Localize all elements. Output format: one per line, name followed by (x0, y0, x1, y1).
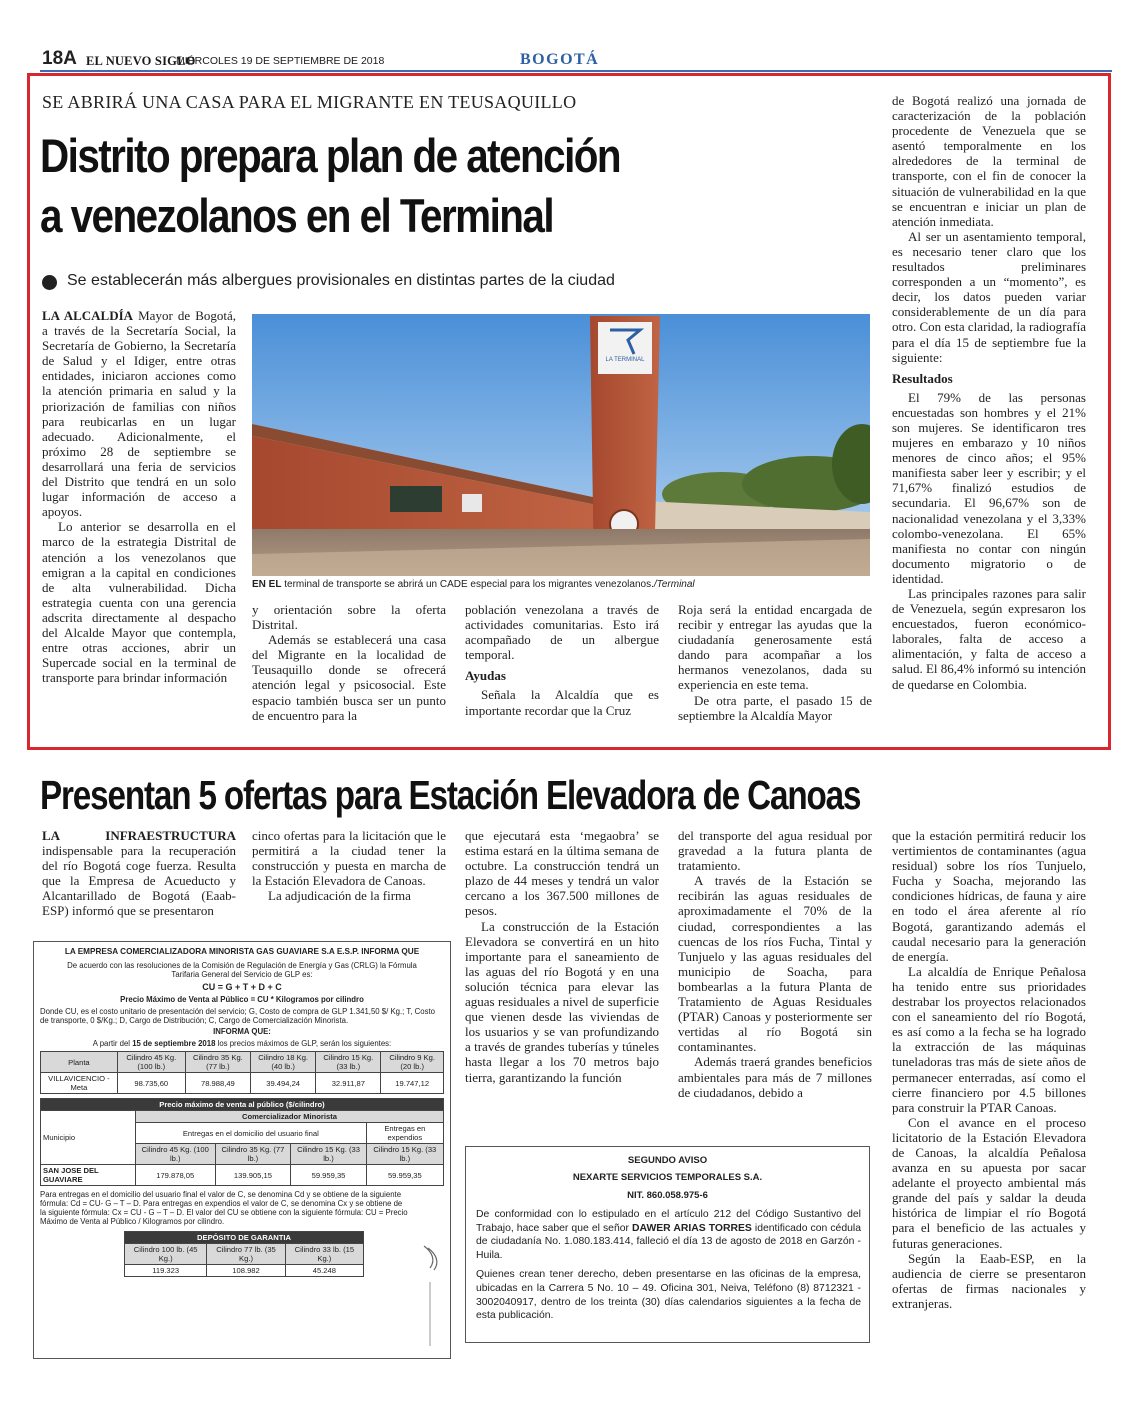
article1-column-5 (892, 93, 1086, 692)
notice-body (476, 1208, 861, 1323)
table-cell: 119.323 (125, 1265, 207, 1277)
formula-definitions: Donde CU, es el costo unitario de presentación del servicio; G, Costo de compra de GLP 1.341,50 $/ Kg.; T, Costo de transporte, 0 $/Kg.; D, Cargo de Distribución; C, Cargo de Comercialización Minorista. (40, 1007, 435, 1025)
notice-title: LA EMPRESA COMERCIALIZADORA MINORISTA GAS GUAVIARE S.A E.S.P. INFORMA QUE (64, 947, 420, 956)
table-header: Cilindro 33 lb. (15 Kg.) (285, 1244, 363, 1265)
formula-notes: Para entregas en el domicilio del usuario final el valor de C, se denomina Cd y se obtiene de la siguiente fórmula: Cd = CU- G – T – D. Para entregas en expendios el valor de C, se denomina Cx y se obtiene de la siguiente fórmula: Cx = CU - G – T – D. El valor del CU se obtiene con la siguiente fórmula: CU = Precio Máximo de Venta al Público / Kilogramos por cilindro. (40, 1190, 408, 1226)
table-cell: 78.988,49 (185, 1073, 250, 1094)
headline-line-1: Distrito prepara plan de atención (40, 129, 621, 182)
table-row (41, 1073, 444, 1094)
paragraph: que ejecutará esta ‘megaobra’ se estima estará en la última semana de octubre. La construcción tendrá un plazo de 44 meses y tendrá un valor cercano a los 367.500 millones de pesos. (465, 828, 659, 919)
table-subtitle: Comercializador Minorista (135, 1111, 443, 1123)
table-cell: 108.982 (207, 1265, 285, 1277)
terminal-sign-text: LA TERMINAL (605, 357, 645, 363)
company-logo-icon (418, 1242, 444, 1352)
paragraph: Además se establecerá una casa del Migrante en la localidad de Teusaquillo donde se ofrecerá atención legal y psicosocial. Este espacio también busca ser un punto de encuentro para la (252, 632, 446, 723)
headline-line-2: a venezolanos en el Terminal (40, 189, 554, 242)
paragraph: A través de la Estación se recibirán las aguas residuales de aproximadamente el 70% de la ciudad, correspondientes a las cuencas de los ríos Fucha, Tintal y Tunjuelo y las aguas residuales del municipio de Soacha, para bombearlas a la futura Planta de Tratamiento de Aguas Residuales (PTAR) Canoas y posteriormente ser vertidas al río Bogotá sin contaminantes. (678, 873, 872, 1055)
prices-date: 15 de septiembre 2018 (132, 1039, 216, 1048)
table-header: Entregas en expendios (366, 1123, 443, 1144)
formula-precio: Precio Máximo de Venta al Público = CU * Kilogramos por cilindro (120, 995, 364, 1004)
prices-intro (40, 1039, 444, 1048)
table-header: Municipio (41, 1111, 136, 1165)
article-deck: Se establecerán más albergues provisionales en distintas partes de la ciudad (67, 272, 615, 289)
page-number: 18A (42, 48, 77, 69)
caption-text: terminal de transporte se abrirá un CADE especial para los migrantes venezolanos. (281, 579, 654, 590)
table-header: Cilindro 15 Kg. (33 lb.) (291, 1144, 366, 1165)
paragraph: población venezolana a través de actividades comunitarias. Esto irá acompañado de un albergue temporal. (465, 602, 659, 663)
paragraph: indispensable para la recuperación del río Bogotá coge fuerza. Resulta que la Empresa de Acueducto y Alcantarillado de Bogotá (Eaab-ESP) informó que se presentaron (42, 843, 236, 919)
table-header: Cilindro 45 Kg. (100 lb.) (135, 1144, 215, 1165)
lead-words: LA INFRAESTRUCTURA (42, 828, 236, 843)
subhead-resultados: Resultados (892, 370, 953, 386)
informa-que: INFORMA QUE: (213, 1027, 271, 1036)
paragraph: Según la Eaab-ESP, en la audiencia de cierre se presentaron ofertas de firmas nacionales y extranjeras. (892, 1250, 1086, 1311)
article1-column-3 (465, 602, 659, 718)
deposit-table (124, 1231, 364, 1277)
paragraph: La construcción de la Estación Elevadora se convertirá en un hito importante para el saneamiento de las aguas del río Bogotá y en una solución técnica para elevar las aguas residuales a nivel de superficie que vienen desde las viviendas de los usuarios y se van profundizando a través de grandes tuberías y túneles hasta llegar a los 70 metros bajo tierra, garantizando la función (465, 918, 659, 1085)
table-title: DEPÓSITO DE GARANTIA (125, 1232, 364, 1244)
notice-nit: NIT. 860.058.975-6 (627, 1190, 708, 1201)
table-cell: 179.878,05 (135, 1165, 215, 1186)
notice-text: identificado con cédula de ciudadanía No. 1.080.183.414, falleció el día 13 de agosto de 2018 en Garzón - Huila. (476, 1222, 861, 1261)
lead-words: LA ALCALDÍA (42, 308, 134, 323)
paragraph: La alcaldía de Enrique Peñalosa ha tenido entre sus prioridades destrabar los proyectos relacionados con el saneamiento del río Bogotá, es así como a la fecha se ha logrado la extracción de las máquinas tuneladoras tras más de siete años de permanecer enterradas, así como el cierre financiero por 4.5 billones para construir la PTAR Canoas. (892, 963, 1086, 1115)
article2-column-3 (465, 828, 659, 1085)
article1-column-1 (42, 308, 236, 685)
photo-credit: /Terminal (653, 579, 695, 590)
paragraph: del transporte del agua residual por gravedad a la futura planta de tratamiento. (678, 828, 872, 874)
table-header: Cilindro 18 Kg. (40 lb.) (251, 1052, 316, 1073)
table-header: Cilindro 45 Kg. (100 lb.) (117, 1052, 185, 1073)
table-header: Cilindro 100 lb. (45 Kg.) (125, 1244, 207, 1265)
bullet-icon (42, 275, 57, 290)
table-title: Precio máximo de venta al público ($/cilindro) (41, 1099, 444, 1111)
paragraph: Las principales razones para salir de Venezuela, según expresaron los encuestados, fueron económico-laborales, falta de acceso a alimentación, y falta de acceso a salud. El 86,4% informó su intención de quedarse en Colombia. (892, 586, 1086, 692)
notice-line-1: SEGUNDO AVISO (627, 1155, 708, 1166)
table-row (41, 1165, 444, 1186)
notice-intro: De acuerdo con las resoluciones de la Comisión de Regulación de Energía y Gas (CRLG) la Fórmula Tarifaria General del Servicio de GLP es: (67, 961, 417, 979)
article2-headline: Presentan 5 ofertas para Estación Elevadora de Canoas (40, 772, 861, 818)
nexarte-notice (465, 1146, 870, 1343)
paragraph: de Bogotá realizó una jornada de caracterización de la población procedente de Venezuela que se asentó temporalmente en los alrededores de la terminal de transporte, con el fin de conocer la situación de vulnerabilidad en la que se encuentran e iniciar un plan de atención inmediata. (892, 93, 1086, 229)
table-cell: 98.735,60 (117, 1073, 185, 1094)
terminal-photo (252, 314, 870, 576)
article-kicker: SE ABRIRÁ UNA CASA PARA EL MIGRANTE EN TEUSAQUILLO (42, 92, 577, 112)
retail-price-table (40, 1098, 444, 1186)
table-cell: SAN JOSE DEL GUAVIARE (41, 1165, 136, 1186)
table-cell: 39.494,24 (251, 1073, 316, 1094)
article2-column-2 (252, 828, 446, 903)
notice-text: De conformidad con lo estipulado en el artículo 212 del Código Sustantivo del Trabajo, hace saber que el señor (476, 1209, 861, 1234)
table-cell: 139.905,15 (215, 1165, 291, 1186)
paragraph: Roja será la entidad encargada de recibir y entregar las ayudas que la ciudadanía generosamente está dando para acompañar a los hermanos venezolanos, dada su experiencia en este tema. (678, 602, 872, 693)
table-header: Cilindro 35 Kg. (77 lb.) (215, 1144, 291, 1165)
table-header: Cilindro 15 Kg. (33 lb.) (366, 1144, 443, 1165)
prices-intro-text: A partir del (92, 1039, 133, 1048)
table-header: Entregas en el domicilio del usuario final (135, 1123, 366, 1144)
article2-column-1 (42, 828, 236, 919)
notice-person-name: DAWER ARIAS TORRES (632, 1222, 752, 1234)
table-cell: 59.959,35 (291, 1165, 366, 1186)
notice-company: NEXARTE SERVICIOS TEMPORALES S.A. (572, 1172, 763, 1183)
paper-name: EL NUEVO SIGLO (86, 54, 196, 68)
issue-date: MIÉRCOLES 19 DE SEPTIEMBRE DE 2018 (176, 55, 385, 67)
subhead-ayudas: Ayudas (465, 668, 506, 684)
article2-column-5 (892, 828, 1086, 1311)
article1-column-2 (252, 602, 446, 723)
table-header: Cilindro 9 Kg. (20 lb.) (381, 1052, 444, 1073)
table-cell: 45.248 (285, 1265, 363, 1277)
paragraph: Al ser un asentamiento temporal, es necesario tener claro que los resultados preliminares corresponden a un “momento”, es decir, los datos pueden variar considerablemente de un día para otro. Con esta claridad, la radiografía para el día 15 de septiembre fue la siguiente: (892, 228, 1086, 365)
plant-price-table (40, 1051, 444, 1094)
paragraph: cinco ofertas para la licitación que le permitirá a la ciudad tener la construcción y puesta en marcha de la Estación Elevadora de Canoas. (252, 828, 446, 889)
caption-lead: EN EL (252, 579, 282, 590)
paragraph: que la estación permitirá reducir los vertimientos de contaminantes (agua residual) sobre los ríos Tunjuelo, Fucha y Soacha, mejorando las condiciones hídricas, de fauna y aire en todo el área aferente al río Bogotá, garantizando además el caudal necesario para la generación de energía. (892, 828, 1086, 964)
gas-guaviare-notice (33, 941, 451, 1359)
section-label: BOGOTÁ (520, 51, 600, 68)
paragraph: Con el avance en el proceso licitatorio de la Estación Elevadora de Canoas, la alcaldía Peñalosa avanza en su apuesta por sacar adelante el proyecto ambiental más grande del país y saldar la deuda histórica de limpiar el río Bogotá para el beneficio de las actuales y futuras generaciones. (892, 1114, 1086, 1251)
table-row (125, 1265, 364, 1277)
notice-text: Quienes crean tener derecho, deben presentarse en las oficinas de la empresa, ubicadas en la Carrera 5 No. 10 – 49. Oficina 301, Neiva, Teléfono (8) 8712321 - 3002040917, dentro de los treinta (30) días calendarios siguientes a la fecha de esta publicación. (476, 1269, 861, 1322)
paragraph: Además traerá grandes beneficios ambientales para más de 7 millones de ciudadanos, debido a (678, 1054, 872, 1100)
table-header: Cilindro 15 Kg. (33 lb.) (316, 1052, 381, 1073)
table-header: Planta (41, 1052, 118, 1073)
paragraph: Señala la Alcaldía que es importante recordar que la Cruz (465, 687, 659, 718)
paragraph: y orientación sobre la oferta Distrital. (252, 602, 446, 633)
paragraph: El 79% de las personas encuestadas son hombres y el 21% son mujeres. Se identificaron tres mujeres en embarazo y 10 niños menores de cinco años; el 95% manifiesta saber leer y escribir; y el 71,67% finalizó estudios de secundaria. El 96,67% son de nacionalidad venezolana y el 3,33% colombo-venezolana. El 65% manifiesta no contar con ningún documento migratorio o de identidad. (892, 389, 1086, 586)
paragraph: Lo anterior se desarrolla en el marco de la estrategia Distrital de atención a los venezolanos que emigran a la capital en condiciones de alta vulnerabilidad. Dicha estrategia cuenta con una gerencia adscrita directamente al despacho del Alcalde Mayor que contempla, entre otras acciones, abrir un Supercade social en la terminal de transporte para brindar información (42, 519, 236, 686)
paragraph: Mayor de Bogotá, a través de la Secretaría Social, la Secretaría de Gobierno, la Secretaría de Salud y el Idiger, entre otras entidades, iniciaron acciones como la atención primaria en salud y la priorización de familias con niños para reubicarlas en un lugar adecuado. Adicionalmente, el próximo 28 de septiembre se desarrollará una feria de servicios del Distrito que tendrá en un solo lugar información de acceso a apoyos. (42, 308, 237, 520)
header-rule (40, 70, 1112, 72)
table-cell: 32.911,87 (316, 1073, 381, 1094)
table-cell: 59.959,35 (366, 1165, 443, 1186)
formula-cu: CU = G + T + D + C (202, 982, 282, 992)
paragraph: La adjudicación de la firma (268, 888, 411, 904)
article1-column-4 (678, 602, 872, 723)
paragraph: De otra parte, el pasado 15 de septiembre la Alcaldía Mayor (678, 692, 872, 723)
table-header: Cilindro 35 Kg. (77 lb.) (185, 1052, 250, 1073)
prices-intro-text: los precios máximos de GLP, serán los siguientes: (215, 1039, 392, 1048)
photo-caption (252, 579, 695, 590)
table-header: Cilindro 77 lb. (35 Kg.) (207, 1244, 285, 1265)
article2-column-4 (678, 828, 872, 1100)
table-cell: VILLAVICENCIO - Meta (41, 1073, 118, 1094)
article-headline (40, 126, 762, 246)
table-cell: 19.747,12 (381, 1073, 444, 1094)
